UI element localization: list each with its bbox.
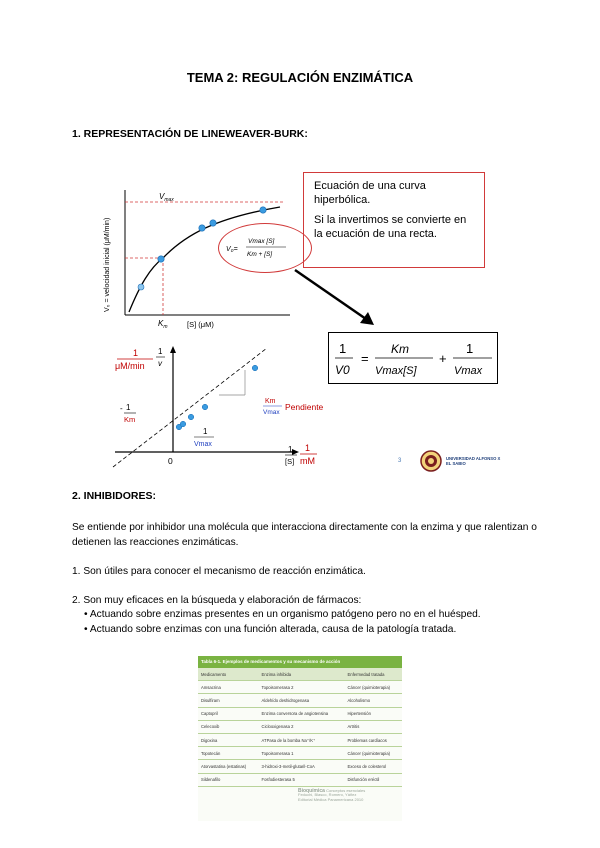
- lb-point: [202, 404, 208, 410]
- lb-point: [180, 421, 186, 427]
- lb-y-red-num: 1: [133, 348, 139, 358]
- svg-text:1: 1: [339, 341, 347, 356]
- arrow-icon: [290, 265, 380, 330]
- drug-table: [198, 656, 402, 821]
- svg-text:V0: V0: [335, 363, 350, 377]
- inhibitor-definition: Se entiende por inhibidor una molécula que interacciona directamente con la enzima y que ralentizan o detienen las reacciones enzimáticas.: [72, 522, 537, 548]
- svg-text:Km + [S]: Km + [S]: [247, 251, 273, 258]
- svg-text:=: =: [361, 351, 369, 366]
- point-1: 1. Son útiles para conocer el mecanismo de reacción enzimática.: [72, 566, 366, 577]
- svg-text:1: 1: [203, 427, 208, 436]
- svg-text:1: 1: [126, 403, 131, 412]
- lb-y-black-num: 1: [158, 347, 163, 356]
- svg-text:+: +: [439, 351, 447, 366]
- lb-origin: 0: [168, 456, 173, 466]
- callout-line-1: Ecuación de una curva hiperbólica.: [314, 180, 426, 206]
- lb-y-red-den: μM/min: [115, 361, 145, 371]
- bullet-list: [84, 608, 554, 637]
- lineweaver-burk-plot: [95, 340, 335, 475]
- slope-label: Pendiente: [285, 402, 324, 412]
- table-row: Captopril Enzima conversora de angiotensina Hipertensión: [198, 707, 402, 720]
- lb-y-black-den: v: [158, 359, 162, 368]
- svg-text:1: 1: [288, 445, 293, 454]
- svg-text:1: 1: [305, 443, 311, 453]
- data-point: [158, 256, 164, 262]
- table-row: Disulfiram Aldehído deshidrogenasa Alcoholismo: [198, 694, 402, 707]
- table-row: Celecoxib Ciclooxigenasa 2 Artritis: [198, 720, 402, 733]
- table-caption: Tabla 6-1. Ejemplos de medicamentos y su mecanismo de acción: [198, 656, 402, 668]
- table-row: Amsacrina Topoisomerasa 2 Cáncer (quimioterapia): [198, 681, 402, 694]
- svg-text:Vmax: Vmax: [454, 365, 483, 377]
- point-2: 2. Son muy eficaces en la búsqueda y elaboración de fármacos:: [72, 595, 362, 606]
- lb-vmax-intercept: Vmax: [194, 441, 212, 448]
- lineweaver-burk-equation: [328, 332, 498, 384]
- bullet-item: • Actuando sobre enzimas con una función alterada, causa de la patología tratada.: [84, 623, 457, 635]
- section-1-heading: 1. REPRESENTACIÓN DE LINEWEAVER-BURK:: [72, 128, 308, 140]
- table-row: Digoxina ATPasa de la bomba Na⁺/K⁺ Problemas cardíacos: [198, 733, 402, 746]
- svg-text:Vmax: Vmax: [263, 409, 280, 416]
- header-cell: Medicamento: [198, 668, 259, 681]
- lb-point: [188, 414, 194, 420]
- vmax-label: $V_{max}$: [159, 192, 174, 203]
- university-seal-icon: [420, 450, 442, 472]
- header-cell: Enfermedad tratada: [344, 668, 402, 681]
- bullet-item: • Actuando sobre enzimas presentes en un organismo patógeno pero no en el huésped.: [84, 609, 481, 620]
- table-header-row: [198, 668, 402, 681]
- svg-text:V₀=: V₀=: [226, 246, 238, 253]
- header-cell: Enzima inhibida: [259, 668, 345, 681]
- table-row: Atorvastatina (estatinas) 3-hidroxi-3-metil-glutaril-CoA Exceso de colesterol: [198, 760, 402, 773]
- mm-x-label: [S] (μM): [187, 320, 214, 329]
- hyperbola-callout: [303, 172, 485, 268]
- data-point: [138, 284, 144, 290]
- svg-text:Km: Km: [265, 398, 276, 405]
- svg-text:-: -: [120, 404, 123, 413]
- section-2-heading: 2. INHIBIDORES:: [72, 490, 157, 502]
- slide-number: 3: [398, 458, 402, 464]
- svg-text:Vmax [S]: Vmax [S]: [248, 238, 275, 245]
- university-name: UNIVERSIDAD ALFONSO X EL SABIO: [446, 456, 501, 466]
- svg-text:[S]: [S]: [285, 457, 295, 466]
- data-point: [199, 225, 205, 231]
- table-row: Topotecán Topoisomerasa 1 Cáncer (quimioterapia): [198, 747, 402, 760]
- lb-km-intercept: Km: [124, 415, 136, 424]
- svg-text:Km: Km: [391, 342, 409, 356]
- data-point: [210, 220, 216, 226]
- km-label: $K_m$: [158, 319, 168, 330]
- svg-text:mM: mM: [300, 456, 315, 466]
- data-point: [260, 207, 266, 213]
- svg-text:Vmax[S]: Vmax[S]: [375, 365, 417, 377]
- mm-equation: [222, 230, 308, 266]
- mm-y-label: V₀ = velocidad inicial (μM/min): [104, 217, 111, 312]
- lb-point: [252, 365, 258, 371]
- drug-table-grid: [198, 668, 402, 787]
- table-row: Sildenafilo Fosfodiesterasa 5 Disfunción eréctil: [198, 773, 402, 786]
- svg-text:1: 1: [466, 341, 474, 356]
- callout-line-2: Si la invertimos se convierte en la ecuación de una recta.: [314, 214, 467, 240]
- table-footer: Bioquímica Conceptos esenciales Feduchi, Blasco, Romero, Yáñez Editorial Médica Panamericana 2010: [298, 787, 366, 802]
- page-title: TEMA 2: REGULACIÓN ENZIMÁTICA: [186, 70, 414, 85]
